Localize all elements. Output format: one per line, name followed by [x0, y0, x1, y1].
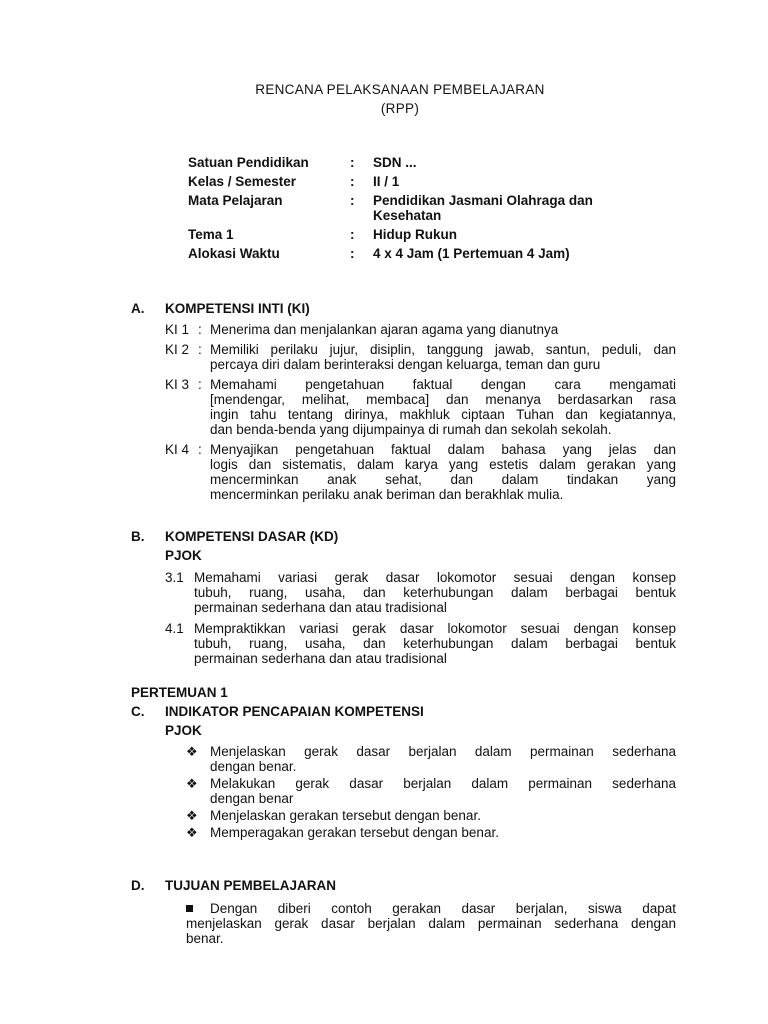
ki-line: Memiliki perilaku jujur, disiplin, tanggung jawab, santun, peduli, dan	[210, 342, 676, 357]
section-title: KOMPETENSI DASAR (KD)	[165, 529, 339, 544]
kd-item	[131, 621, 676, 666]
indicator-line: dengan benar	[210, 791, 294, 806]
ki-line: mencerminkan anak sehat, dan dalam tindakan yang	[210, 472, 676, 487]
indicator-item	[131, 808, 676, 823]
ki-text	[210, 377, 676, 437]
kd-line: tubuh, ruang, usaha, dan keterhubungan dalam berbagai bentuk	[194, 636, 676, 651]
diamond-bullet-icon: ❖	[186, 825, 198, 840]
ki-label: KI 3	[165, 377, 190, 392]
subject-label: PJOK	[165, 723, 202, 738]
identity-row	[188, 155, 658, 170]
identity-row	[188, 246, 658, 261]
indicator-line: Memperagakan gerakan tersebut dengan benar.	[210, 825, 499, 840]
identity-row	[188, 227, 658, 242]
section-letter: D.	[131, 878, 145, 893]
ki-line: Menyajikan pengetahuan faktual dalam bahasa yang jelas dan	[210, 442, 676, 457]
identity-colon: :	[350, 246, 355, 261]
identity-key: Satuan Pendidikan	[188, 155, 309, 170]
ki-colon: :	[198, 342, 202, 357]
ki-label: KI 2	[165, 342, 190, 357]
objective-line: Dengan diberi contoh gerakan dasar berjalan, siswa dapat	[210, 901, 676, 916]
ki-line: Memahami pengetahuan faktual dengan cara mengamati	[210, 377, 676, 392]
section-indikator	[131, 685, 676, 840]
kd-line: tubuh, ruang, usaha, dan keterhubungan dalam berbagai bentuk	[194, 585, 676, 600]
identity-value: II / 1	[373, 174, 400, 189]
identity-value: Pendidikan Jasmani Olahraga dan Kesehatan	[373, 193, 593, 223]
subject-label: PJOK	[165, 548, 202, 563]
section-kompetensi-inti	[131, 301, 676, 502]
ki-text	[210, 322, 676, 337]
identity-colon: :	[350, 227, 355, 242]
ki-colon: :	[198, 377, 202, 392]
indicator-item	[131, 825, 676, 840]
document-title: RENCANA PELAKSANAAN PEMBELAJARAN	[255, 82, 545, 97]
indicator-item	[131, 744, 676, 774]
meeting-label: PERTEMUAN 1	[131, 685, 228, 700]
kd-number: 3.1	[165, 570, 184, 585]
identity-value: 4 x 4 Jam (1 Pertemuan 4 Jam)	[373, 246, 570, 261]
identity-value: Hidup Rukun	[373, 227, 457, 242]
section-title: TUJUAN PEMBELAJARAN	[165, 878, 337, 893]
ki-text	[210, 442, 676, 502]
indicator-item	[131, 776, 676, 806]
ki-item	[131, 442, 676, 502]
identity-colon: :	[350, 174, 355, 189]
indicator-line: Melakukan gerak dasar berjalan dalam permainan sederhana	[210, 776, 676, 791]
document-subtitle: (RPP)	[380, 101, 420, 116]
kd-line: permainan sederhana dan atau tradisional	[194, 651, 447, 666]
identity-value: SDN ...	[373, 155, 417, 170]
identity-colon: :	[350, 155, 355, 170]
ki-line: mencerminkan perilaku anak beriman dan berakhlak mulia.	[210, 487, 564, 502]
section-kompetensi-dasar	[131, 529, 676, 666]
identity-key: Tema 1	[188, 227, 234, 242]
ki-line: logis dan sistematis, dalam karya yang estetis dalam gerakan yang	[210, 457, 676, 472]
diamond-bullet-icon: ❖	[186, 808, 198, 823]
section-heading	[131, 529, 676, 544]
indicator-line: dengan benar.	[210, 759, 297, 774]
diamond-bullet-icon: ❖	[186, 744, 198, 759]
identity-table	[188, 155, 658, 265]
section-tujuan	[131, 878, 676, 946]
kd-number: 4.1	[165, 621, 184, 636]
section-letter: B.	[131, 529, 145, 544]
indicator-line: Menjelaskan gerakan tersebut dengan benar.	[210, 808, 481, 823]
kd-line: Memahami variasi gerak dasar lokomotor sesuai dengan konsep	[194, 570, 676, 585]
indicator-line: Menjelaskan gerak dasar berjalan dalam permainan sederhana	[210, 744, 676, 759]
kd-line: permainan sederhana dan atau tradisional	[194, 600, 447, 615]
objective-line: benar.	[186, 931, 224, 946]
ki-colon: :	[198, 442, 202, 457]
section-title: KOMPETENSI INTI (KI)	[165, 301, 310, 316]
ki-item	[131, 322, 676, 337]
section-heading	[131, 301, 676, 316]
identity-key: Mata Pelajaran	[188, 193, 283, 208]
ki-colon: :	[198, 322, 202, 337]
identity-row	[188, 174, 658, 189]
ki-line: dan benda-benda yang dijumpainya di rumah dan sekolah sekolah.	[210, 422, 612, 437]
objective-line: menjelaskan gerak dasar berjalan dalam permainan sederhana dengan	[186, 916, 676, 931]
section-letter: C.	[131, 704, 145, 719]
ki-line: ingin tahu tentang dirinya, makhluk ciptaan Tuhan dan kegiatannya,	[210, 407, 676, 422]
section-heading	[131, 878, 676, 893]
identity-colon: :	[350, 193, 355, 208]
diamond-bullet-icon: ❖	[186, 776, 198, 791]
section-heading	[131, 704, 676, 719]
ki-text	[210, 342, 676, 372]
identity-key: Kelas / Semester	[188, 174, 297, 189]
kd-line: Mempraktikkan variasi gerak dasar lokomotor sesuai dengan konsep	[194, 621, 676, 636]
ki-line: Menerima dan menjalankan ajaran agama yang dianutnya	[210, 322, 559, 337]
identity-row	[188, 193, 658, 223]
section-title: INDIKATOR PENCAPAIAN KOMPETENSI	[165, 704, 424, 719]
ki-item	[131, 342, 676, 372]
objective-item	[131, 901, 676, 946]
ki-label: KI 4	[165, 442, 190, 457]
kd-item	[131, 570, 676, 615]
ki-line: percaya diri dalam berinteraksi dengan keluarga, teman dan guru	[210, 357, 601, 372]
identity-key: Alokasi Waktu	[188, 246, 280, 261]
ki-label: KI 1	[165, 322, 190, 337]
ki-line: [mendengar, melihat, membaca] dan menanya berdasarkan rasa	[210, 392, 676, 407]
section-letter: A.	[131, 301, 145, 316]
ki-item	[131, 377, 676, 437]
